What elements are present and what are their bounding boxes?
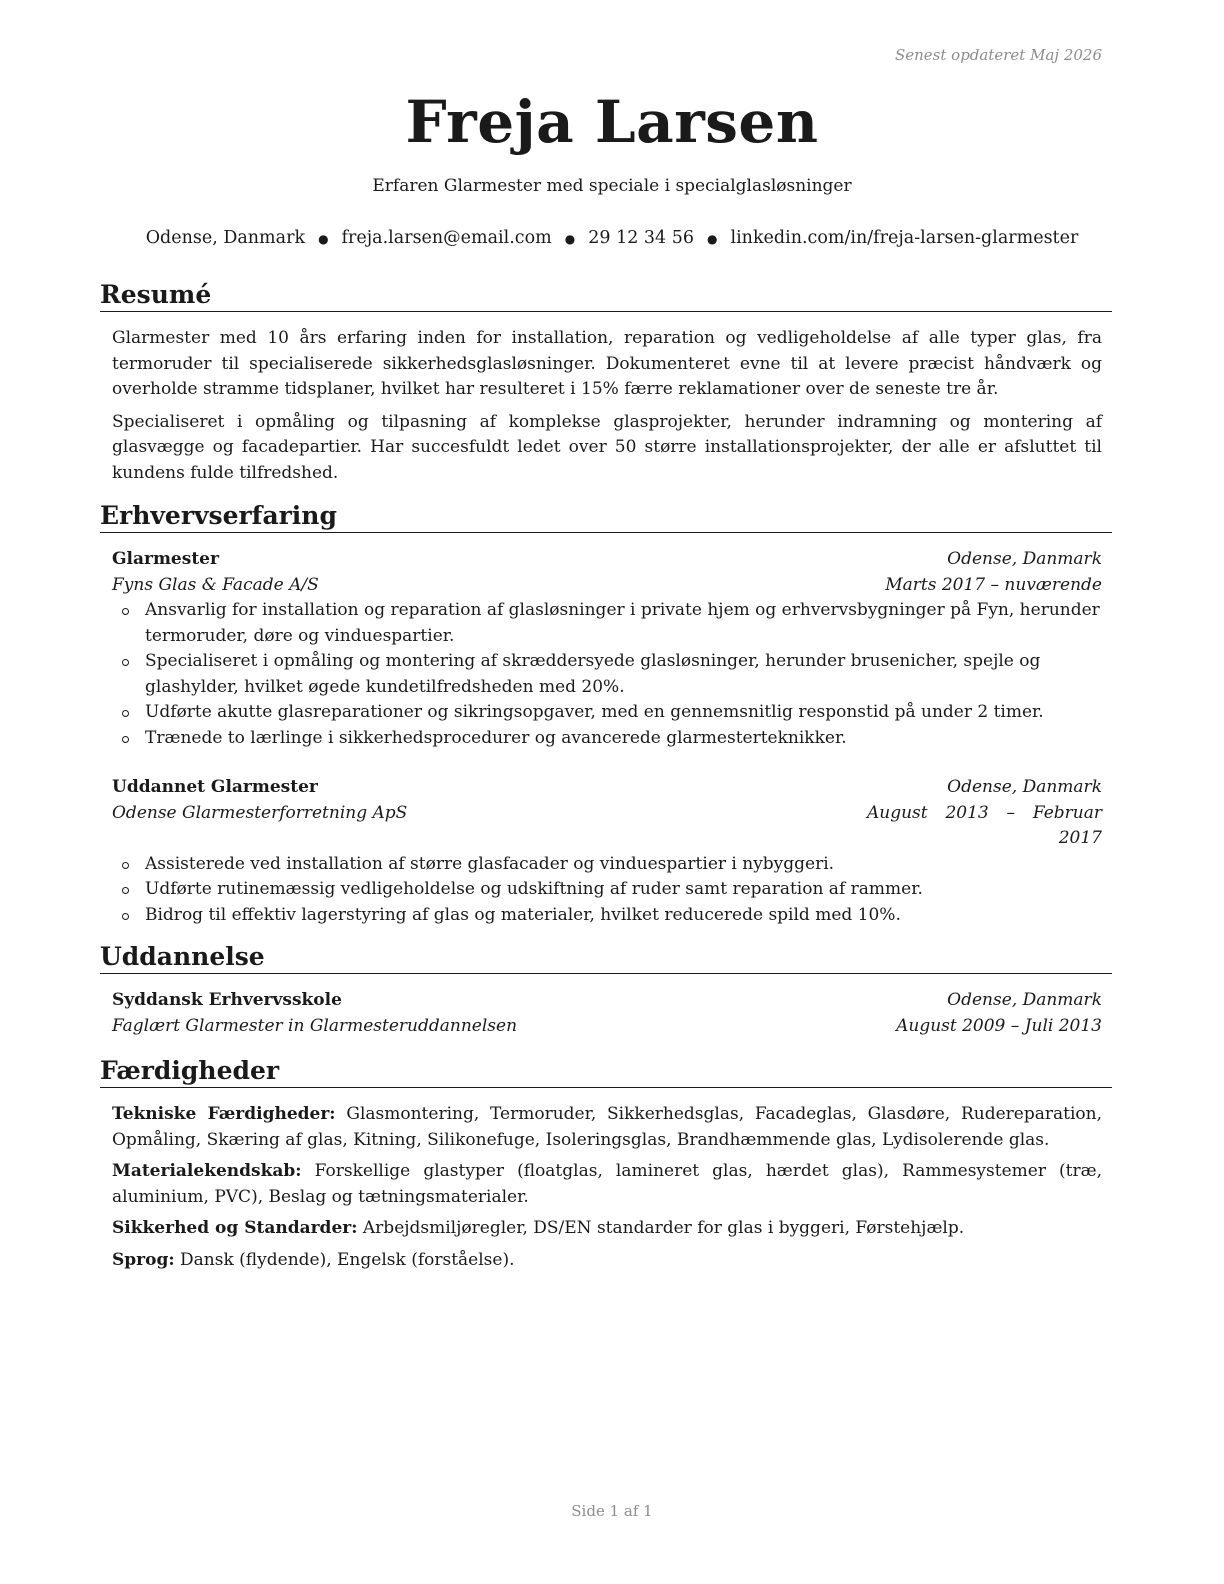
circle-bullet-icon: [122, 862, 129, 869]
circle-bullet-icon: [122, 913, 129, 920]
list-item: Udførte rutinemæssig vedligeholdelse og udskiftning af ruder samt reparation af rammer.: [112, 877, 1102, 903]
skill-line: [112, 1216, 1102, 1242]
job-location: Odense, Danmark: [947, 777, 1102, 797]
last-updated-note: Senest opdateret Maj 2026: [894, 46, 1102, 64]
job-company: Fyns Glas & Facade A/S: [112, 574, 319, 595]
summary-paragraph: Specialiseret i opmåling og tilpasning af komplekse glasprojekter, herunder indramning og montering af glasvægge og facadepartier. Har succesfuldt ledet over 50 større installationsprojekter, der alle er afsluttet til kundens fulde tilfredshed.: [112, 411, 1102, 483]
skill-line: [112, 1159, 1102, 1210]
skill-text: Glasmontering, Termoruder, Sikkerhedsglas, Facadeglas, Glasdøre, Rudereparation, Opmåling, Skæring af glas, Kitning, Silikonefuge, Isoleringsglas, Brandhæmmende glas, Lydisolerende glas.: [112, 1104, 1102, 1150]
job-entry: [112, 775, 1102, 928]
education-section: [112, 988, 1102, 1039]
circle-bullet-icon: [122, 659, 129, 666]
list-item: Trænede to lærlinge i sikkerhedsprocedurer og avancerede glarmesterteknikker.: [112, 726, 1102, 752]
list-item: Udførte akutte glasreparationer og sikringsopgaver, med en gennemsnitlig responstid på under 2 timer.: [112, 700, 1102, 726]
skill-text: Arbejdsmiljøregler, DS/EN standarder for glas i byggeri, Førstehjælp.: [362, 1218, 965, 1238]
education-entry: [112, 988, 1102, 1039]
section-title-experience: Erhvervserfaring: [100, 501, 1112, 533]
contact-location: Odense, Danmark: [145, 228, 306, 248]
candidate-headline: Erfaren Glarmester med speciale i specialglasløsninger: [372, 176, 852, 196]
job-location: Odense, Danmark: [947, 549, 1102, 569]
contact-email-link[interactable]: freja.larsen@email.com: [341, 228, 552, 248]
skill-text: Dansk (flydende), Engelsk (forståelse).: [180, 1249, 515, 1270]
job-role: Uddannet Glarmester: [112, 777, 318, 797]
skill-line: [112, 1248, 1102, 1274]
contact-phone: 29 12 34 56: [588, 228, 694, 248]
circle-bullet-icon: [122, 736, 129, 743]
skill-label: Tekniske Færdigheder:: [112, 1104, 336, 1124]
skill-line: [112, 1102, 1102, 1153]
page-number-footer: Side 1 af 1: [571, 1502, 653, 1520]
job-entry: [112, 547, 1102, 751]
separator-dot-icon: ●: [707, 231, 718, 246]
section-title-skills: Færdigheder: [100, 1056, 1112, 1088]
job-company: Odense Glarmesterforretning ApS: [112, 802, 408, 823]
job-role: Glarmester: [112, 549, 219, 569]
list-item: Specialiseret i opmåling og montering af skræddersyede glasløsninger, herunder brusenicher, spejle og glashylder, hvilket øgede kundetilfredsheden med 20%.: [112, 649, 1102, 700]
summary-paragraph: Glarmester med 10 års erfaring inden for installation, reparation og vedligeholdelse af alle typer glas, fra termoruder til specialiserede sikkerhedsglasløsninger. Dokumenteret evne til at levere præcist håndværk og overholde stramme tidsplaner, hvilket har resulteret i 15% færre reklamationer over de seneste tre år.: [112, 328, 1102, 399]
skills-section: [112, 1102, 1102, 1279]
section-title-education: Uddannelse: [100, 942, 1112, 974]
skill-label: Sprog:: [112, 1249, 175, 1270]
education-dates: August 2009 – Juli 2013: [896, 1015, 1102, 1036]
skill-label: Materialekendskab:: [112, 1161, 302, 1181]
education-location: Odense, Danmark: [947, 990, 1102, 1010]
job-dates: August 2013 – Februar 2017: [867, 802, 1102, 848]
contact-linkedin-link[interactable]: linkedin.com/in/freja-larsen-glarmester: [730, 228, 1079, 248]
list-item: Bidrog til effektiv lagerstyring af glas og materialer, hvilket reducerede spild med 10%.: [112, 903, 1102, 929]
circle-bullet-icon: [122, 887, 129, 894]
job-bullet-list: [112, 852, 1102, 929]
list-item: Ansvarlig for installation og reparation af glasløsninger i private hjem og erhvervsbygninger på Fyn, herunder termoruder, døre og vinduespartier.: [112, 598, 1102, 649]
circle-bullet-icon: [122, 710, 129, 717]
separator-dot-icon: ●: [318, 231, 329, 246]
education-degree: Faglært Glarmester in Glarmesteruddannelsen: [112, 1015, 518, 1036]
circle-bullet-icon: [122, 608, 129, 615]
separator-dot-icon: ●: [564, 231, 576, 246]
skill-label: Sikkerhed og Standarder:: [112, 1218, 358, 1238]
job-bullet-list: [112, 598, 1102, 751]
section-title-summary: Resumé: [100, 280, 1112, 312]
summary-section: [112, 326, 1102, 493]
skill-text: Forskellige glastyper (floatglas, lamineret glas, hærdet glas), Rammesystemer (træ, aluminium, PVC), Beslag og tætningsmaterialer.: [112, 1161, 1103, 1207]
candidate-name: Freja Larsen: [405, 88, 819, 156]
education-school: Syddansk Erhvervsskole: [112, 990, 342, 1010]
contact-line: [0, 228, 1224, 248]
job-dates: Marts 2017 – nuværende: [885, 574, 1102, 595]
experience-section: [112, 547, 1102, 928]
list-item: Assisterede ved installation af større glasfacader og vinduespartier i nybyggeri.: [112, 852, 1102, 878]
